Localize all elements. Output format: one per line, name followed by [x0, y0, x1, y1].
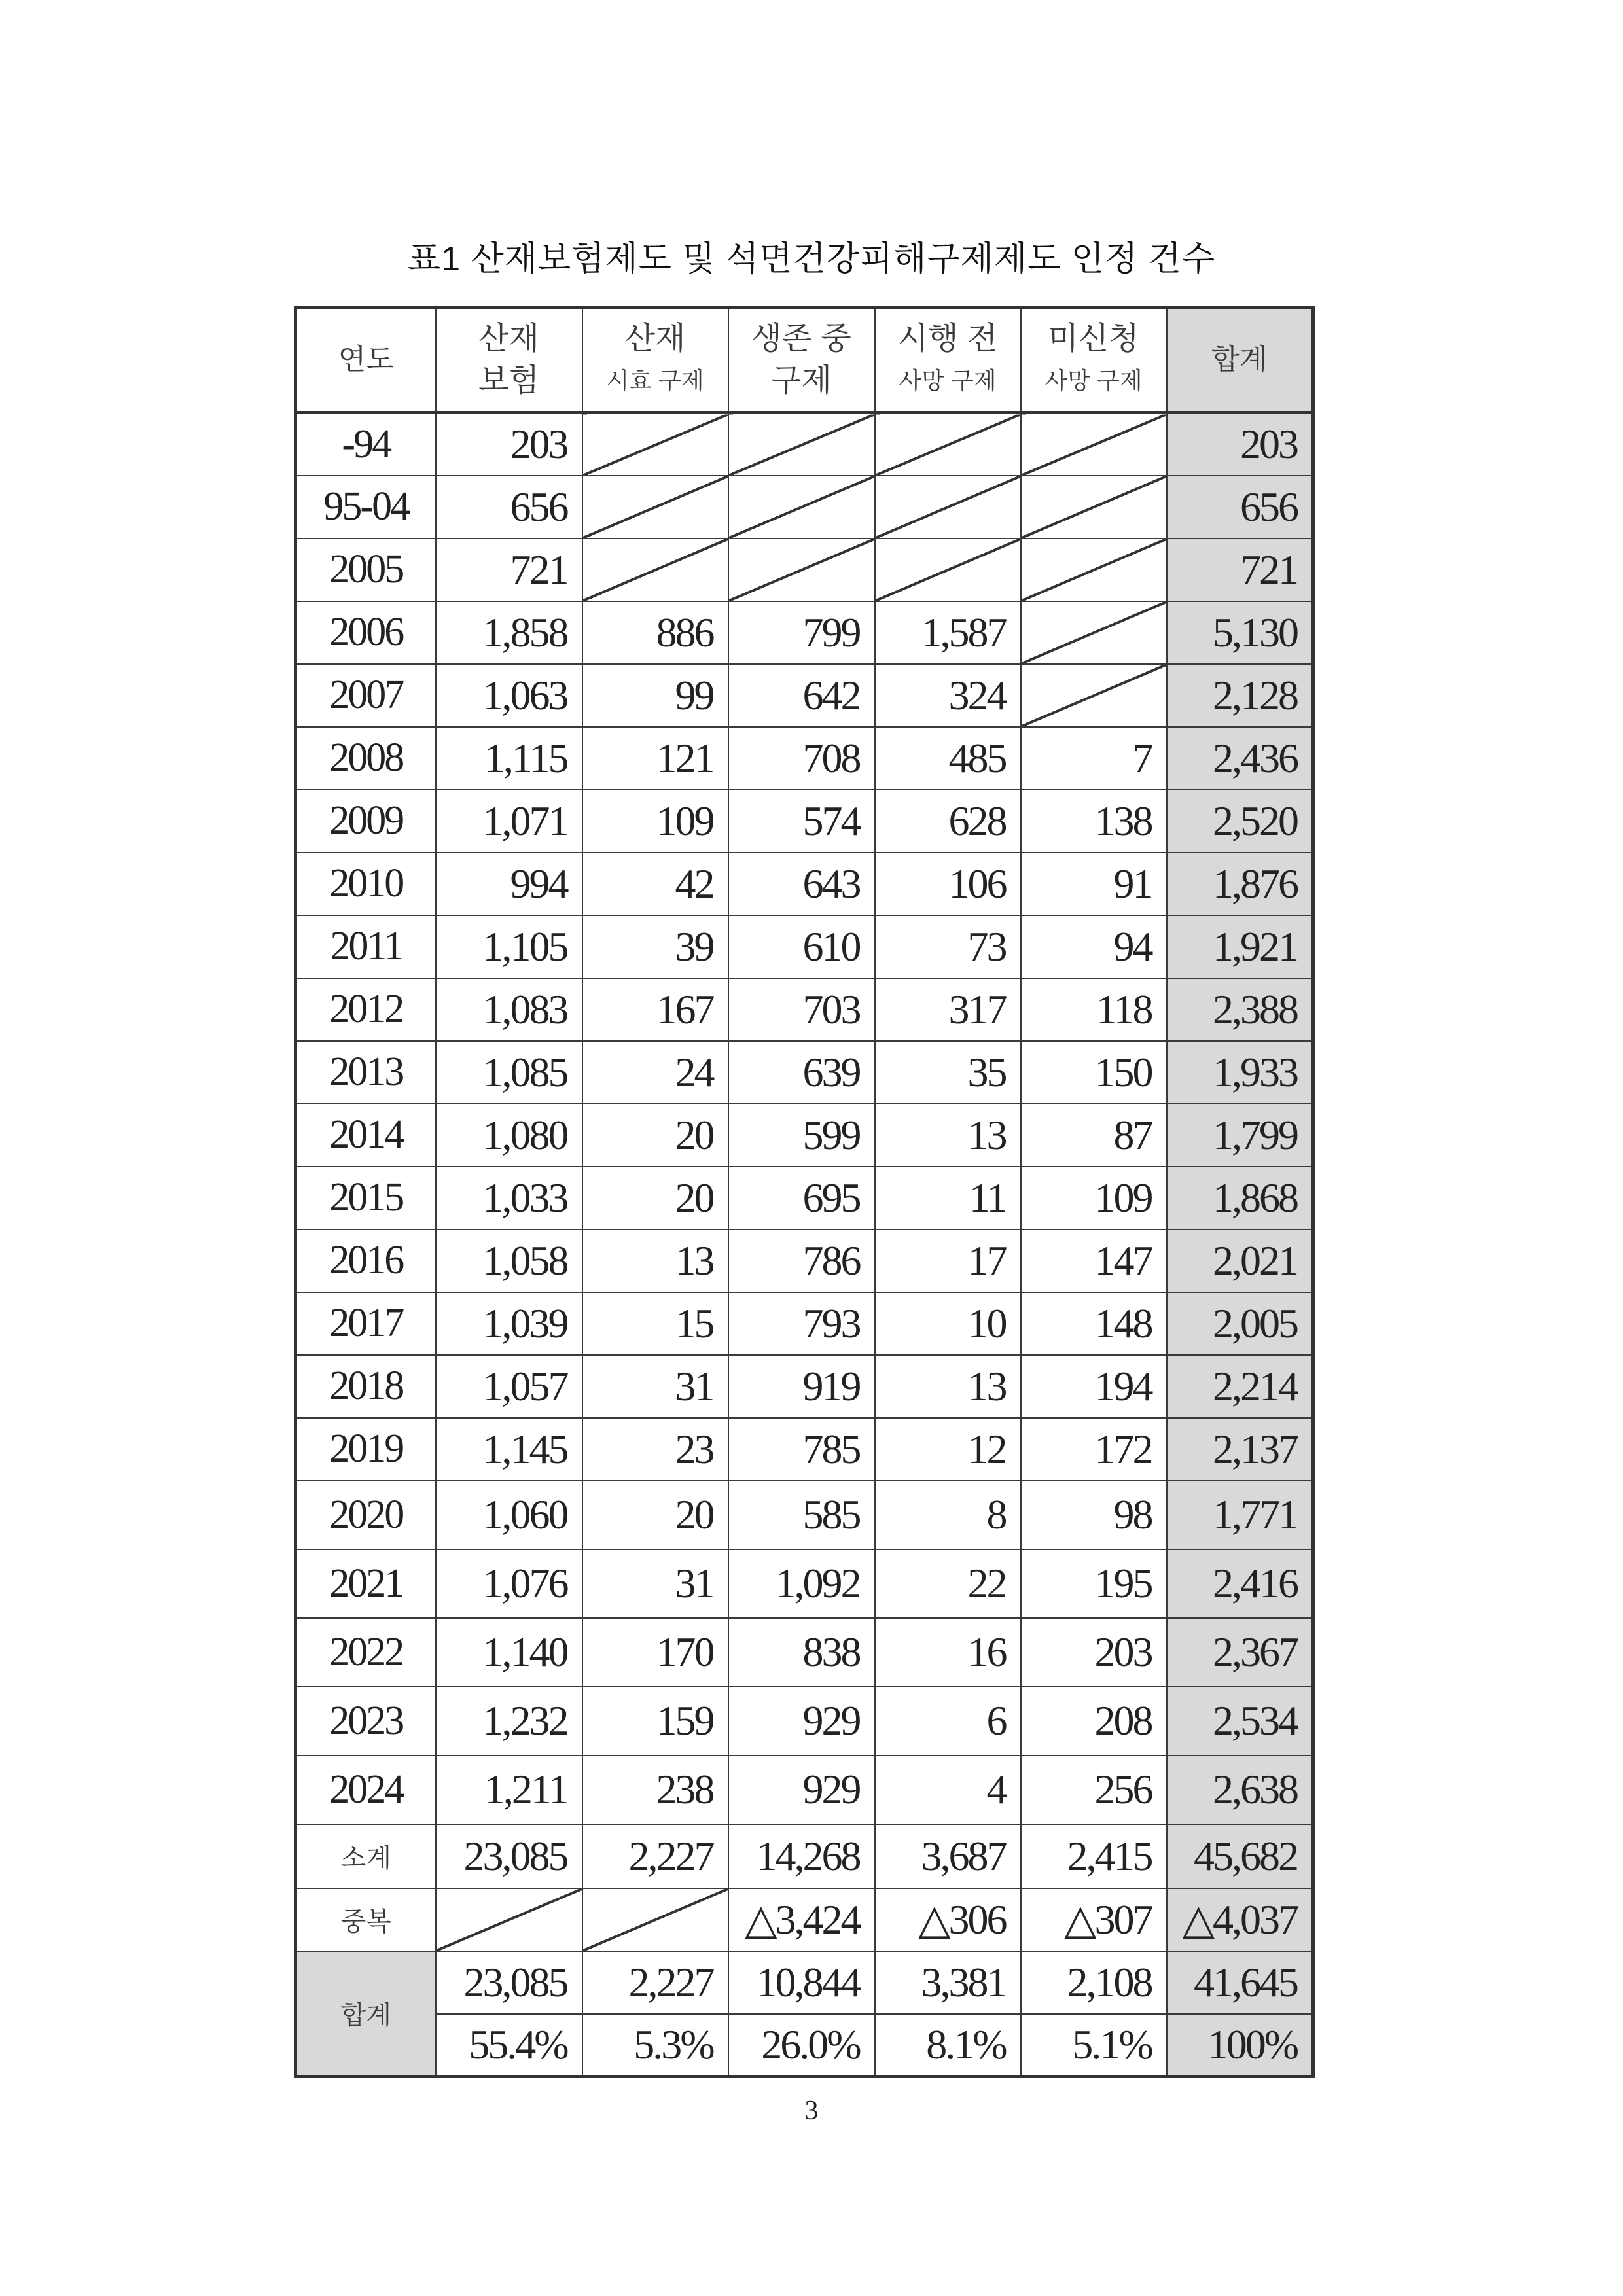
total-header-label: 합계	[1211, 344, 1268, 376]
table-row	[296, 1618, 1313, 1687]
statute-expired-relief-cell: 42	[582, 853, 728, 915]
year-cell: 2017	[296, 1292, 436, 1355]
living-relief-cell: 10,844	[728, 1951, 875, 2014]
year-header	[296, 308, 436, 413]
year-cell: 2012	[296, 978, 436, 1041]
total-cell: 45,682	[1167, 1824, 1313, 1888]
statute-expired-relief-cell: 23	[582, 1418, 728, 1481]
table-row	[296, 1549, 1313, 1618]
pre-enforcement-death-relief-header	[875, 308, 1021, 413]
table-row	[296, 664, 1313, 727]
industrial-insurance-cell: 1,232	[436, 1687, 582, 1756]
year-cell: -94	[296, 413, 436, 476]
unclaimed-death-relief-cell: 150	[1021, 1041, 1167, 1104]
header-row	[296, 308, 1313, 413]
header-line-2: 시효 구제	[606, 367, 704, 394]
table-row	[296, 1756, 1313, 1824]
living-relief-cell: 585	[728, 1481, 875, 1549]
unclaimed-death-relief-cell: 2,415	[1021, 1824, 1167, 1888]
not-applicable-cell	[728, 413, 875, 476]
industrial-insurance-share: 55.4%	[436, 2014, 582, 2077]
unclaimed-death-relief-cell: 87	[1021, 1104, 1167, 1167]
not-applicable-cell	[728, 539, 875, 601]
not-applicable-cell	[875, 413, 1021, 476]
total-cell: 1,921	[1167, 915, 1313, 978]
living-relief-cell: 14,268	[728, 1824, 875, 1888]
header-line-1: 미신청	[1048, 321, 1139, 356]
year-cell: 2021	[296, 1549, 436, 1618]
pre-enforcement-death-relief-cell: 6	[875, 1687, 1021, 1756]
unclaimed-death-relief-cell: 118	[1021, 978, 1167, 1041]
statute-expired-relief-cell: 20	[582, 1104, 728, 1167]
statute-expired-relief-cell: 24	[582, 1041, 728, 1104]
table-row	[296, 978, 1313, 1041]
total-cell: 2,005	[1167, 1292, 1313, 1355]
pre-enforcement-death-relief-cell: 12	[875, 1418, 1021, 1481]
living-relief-cell: △3,424	[728, 1888, 875, 1951]
not-applicable-cell	[1021, 664, 1167, 727]
industrial-insurance-cell: 23,085	[436, 1951, 582, 2014]
total-cell: 656	[1167, 476, 1313, 539]
table-title: 표1 산재보험제도 및 석면건강피해구제제도 인정 건수	[407, 240, 1216, 278]
industrial-insurance-header	[436, 308, 582, 413]
grand-total-percentage-row	[296, 2014, 1313, 2077]
statute-expired-relief-cell: 15	[582, 1292, 728, 1355]
industrial-insurance-cell: 1,033	[436, 1167, 582, 1229]
living-relief-cell: 703	[728, 978, 875, 1041]
industrial-insurance-cell: 1,858	[436, 601, 582, 664]
statute-expired-relief-share: 5.3%	[582, 2014, 728, 2077]
pre-enforcement-death-relief-cell: 3,381	[875, 1951, 1021, 2014]
pre-enforcement-death-relief-cell: 324	[875, 664, 1021, 727]
industrial-insurance-cell: 1,071	[436, 790, 582, 853]
total-cell: △4,037	[1167, 1888, 1313, 1951]
summary-rows	[296, 1824, 1313, 2077]
pre-enforcement-death-relief-cell: 11	[875, 1167, 1021, 1229]
unclaimed-death-relief-cell: 256	[1021, 1756, 1167, 1824]
total-cell: 1,799	[1167, 1104, 1313, 1167]
year-cell: 2020	[296, 1481, 436, 1549]
total-cell: 203	[1167, 413, 1313, 476]
industrial-insurance-cell: 1,058	[436, 1229, 582, 1292]
pre-enforcement-death-relief-cell: 22	[875, 1549, 1021, 1618]
table-row	[296, 1041, 1313, 1104]
header-line-1: 시행 전	[897, 321, 998, 356]
statute-expired-relief-cell: 20	[582, 1167, 728, 1229]
total-cell: 2,137	[1167, 1418, 1313, 1481]
industrial-insurance-cell: 1,105	[436, 915, 582, 978]
statute-expired-relief-cell: 121	[582, 727, 728, 790]
industrial-insurance-cell: 1,145	[436, 1418, 582, 1481]
pre-enforcement-death-relief-cell: 1,587	[875, 601, 1021, 664]
living-relief-cell: 642	[728, 664, 875, 727]
unclaimed-death-relief-cell: 195	[1021, 1549, 1167, 1618]
living-relief-cell: 786	[728, 1229, 875, 1292]
living-relief-cell: 708	[728, 727, 875, 790]
year-cell: 2006	[296, 601, 436, 664]
industrial-insurance-cell: 1,039	[436, 1292, 582, 1355]
not-applicable-cell	[875, 539, 1021, 601]
industrial-insurance-cell: 1,080	[436, 1104, 582, 1167]
table-row	[296, 1687, 1313, 1756]
unclaimed-death-relief-cell: 147	[1021, 1229, 1167, 1292]
living-relief-cell: 574	[728, 790, 875, 853]
living-relief-cell: 1,092	[728, 1549, 875, 1618]
not-applicable-cell	[582, 476, 728, 539]
industrial-insurance-cell: 1,063	[436, 664, 582, 727]
pre-enforcement-death-relief-cell: 13	[875, 1355, 1021, 1418]
recognition-count-table	[294, 306, 1315, 2078]
living-relief-cell: 793	[728, 1292, 875, 1355]
industrial-insurance-cell: 1,057	[436, 1355, 582, 1418]
unclaimed-death-relief-cell: 138	[1021, 790, 1167, 853]
year-cell: 2010	[296, 853, 436, 915]
living-relief-cell: 599	[728, 1104, 875, 1167]
year-cell: 2008	[296, 727, 436, 790]
total-cell: 1,933	[1167, 1041, 1313, 1104]
industrial-insurance-cell: 1,076	[436, 1549, 582, 1618]
industrial-insurance-cell: 721	[436, 539, 582, 601]
not-applicable-cell	[1021, 413, 1167, 476]
living-relief-cell: 695	[728, 1167, 875, 1229]
living-relief-cell: 643	[728, 853, 875, 915]
pre-enforcement-death-relief-cell: 73	[875, 915, 1021, 978]
not-applicable-cell	[1021, 476, 1167, 539]
industrial-insurance-cell: 994	[436, 853, 582, 915]
duplicate-label: 중복	[296, 1888, 436, 1951]
living-relief-cell: 838	[728, 1618, 875, 1687]
unclaimed-death-relief-cell: 203	[1021, 1618, 1167, 1687]
living-relief-cell: 799	[728, 601, 875, 664]
pre-enforcement-death-relief-cell: 317	[875, 978, 1021, 1041]
year-header-label: 연도	[338, 344, 394, 376]
year-cell: 2018	[296, 1355, 436, 1418]
year-cell: 2005	[296, 539, 436, 601]
table-row	[296, 1229, 1313, 1292]
total-cell: 2,388	[1167, 978, 1313, 1041]
total-cell: 2,021	[1167, 1229, 1313, 1292]
table-row	[296, 1104, 1313, 1167]
statute-expired-relief-header	[582, 308, 728, 413]
statute-expired-relief-cell: 31	[582, 1355, 728, 1418]
statute-expired-relief-cell: 159	[582, 1687, 728, 1756]
header-line-1: 생존 중	[751, 321, 851, 356]
pre-enforcement-death-relief-share: 8.1%	[875, 2014, 1021, 2077]
pre-enforcement-death-relief-cell: 628	[875, 790, 1021, 853]
pre-enforcement-death-relief-cell: 35	[875, 1041, 1021, 1104]
not-applicable-cell	[582, 539, 728, 601]
industrial-insurance-cell: 203	[436, 413, 582, 476]
year-cell: 2009	[296, 790, 436, 853]
unclaimed-death-relief-cell: 94	[1021, 915, 1167, 978]
total-cell: 2,436	[1167, 727, 1313, 790]
living-relief-cell: 785	[728, 1418, 875, 1481]
industrial-insurance-cell: 1,140	[436, 1618, 582, 1687]
year-cell: 2013	[296, 1041, 436, 1104]
living-relief-cell: 929	[728, 1756, 875, 1824]
table-row	[296, 413, 1313, 476]
total-cell: 2,520	[1167, 790, 1313, 853]
not-applicable-cell	[728, 476, 875, 539]
pre-enforcement-death-relief-cell: 4	[875, 1756, 1021, 1824]
not-applicable-cell	[1021, 601, 1167, 664]
total-cell: 2,416	[1167, 1549, 1313, 1618]
year-cell: 2023	[296, 1687, 436, 1756]
total-cell: 1,771	[1167, 1481, 1313, 1549]
subtotal-row	[296, 1824, 1313, 1888]
total-cell: 2,128	[1167, 664, 1313, 727]
total-share: 100%	[1167, 2014, 1313, 2077]
unclaimed-death-relief-cell: 7	[1021, 727, 1167, 790]
table-row	[296, 1355, 1313, 1418]
table-row	[296, 790, 1313, 853]
table-row	[296, 1418, 1313, 1481]
pre-enforcement-death-relief-cell: 10	[875, 1292, 1021, 1355]
industrial-insurance-cell: 1,211	[436, 1756, 582, 1824]
subtotal-label: 소계	[296, 1824, 436, 1888]
header-line-2: 보험	[478, 363, 539, 398]
total-cell: 1,876	[1167, 853, 1313, 915]
pre-enforcement-death-relief-cell: 16	[875, 1618, 1021, 1687]
statute-expired-relief-cell: 13	[582, 1229, 728, 1292]
year-cell: 2022	[296, 1618, 436, 1687]
unclaimed-death-relief-cell: 109	[1021, 1167, 1167, 1229]
unclaimed-death-relief-cell: 172	[1021, 1418, 1167, 1481]
table-row	[296, 1481, 1313, 1549]
header-line-2: 사망 구제	[1044, 367, 1143, 394]
statute-expired-relief-cell: 20	[582, 1481, 728, 1549]
industrial-insurance-cell: 656	[436, 476, 582, 539]
header-line-2: 구제	[771, 363, 832, 398]
unclaimed-death-relief-cell: 194	[1021, 1355, 1167, 1418]
living-relief-cell: 610	[728, 915, 875, 978]
year-cell: 2014	[296, 1104, 436, 1167]
total-cell: 2,367	[1167, 1618, 1313, 1687]
pre-enforcement-death-relief-cell: 485	[875, 727, 1021, 790]
total-cell: 1,868	[1167, 1167, 1313, 1229]
living-relief-header	[728, 308, 875, 413]
statute-expired-relief-cell: 31	[582, 1549, 728, 1618]
header-line-2: 사망 구제	[899, 367, 997, 394]
industrial-insurance-cell: 1,083	[436, 978, 582, 1041]
year-cell: 2015	[296, 1167, 436, 1229]
statute-expired-relief-cell: 2,227	[582, 1951, 728, 2014]
pre-enforcement-death-relief-cell: △306	[875, 1888, 1021, 1951]
unclaimed-death-relief-cell: 98	[1021, 1481, 1167, 1549]
unclaimed-death-relief-cell: 91	[1021, 853, 1167, 915]
header-line-1: 산재	[478, 321, 539, 356]
year-cell: 95-04	[296, 476, 436, 539]
grand-total-row	[296, 1951, 1313, 2014]
year-cell: 2011	[296, 915, 436, 978]
industrial-insurance-cell: 23,085	[436, 1824, 582, 1888]
pre-enforcement-death-relief-cell: 8	[875, 1481, 1021, 1549]
pre-enforcement-death-relief-cell: 17	[875, 1229, 1021, 1292]
table-row	[296, 915, 1313, 978]
living-relief-share: 26.0%	[728, 2014, 875, 2077]
statute-expired-relief-cell: 39	[582, 915, 728, 978]
not-applicable-cell	[582, 413, 728, 476]
statute-expired-relief-cell: 886	[582, 601, 728, 664]
unclaimed-death-relief-cell: 2,108	[1021, 1951, 1167, 2014]
table-row	[296, 853, 1313, 915]
header-line-1: 산재	[624, 321, 686, 356]
not-applicable-cell	[436, 1888, 582, 1951]
yearly-rows	[296, 413, 1313, 1824]
pre-enforcement-death-relief-cell: 3,687	[875, 1824, 1021, 1888]
unclaimed-death-relief-header	[1021, 308, 1167, 413]
year-cell: 2019	[296, 1418, 436, 1481]
not-applicable-cell	[1021, 539, 1167, 601]
unclaimed-death-relief-cell: 208	[1021, 1687, 1167, 1756]
table-row	[296, 1292, 1313, 1355]
year-cell: 2016	[296, 1229, 436, 1292]
statute-expired-relief-cell: 2,227	[582, 1824, 728, 1888]
industrial-insurance-cell: 1,085	[436, 1041, 582, 1104]
statute-expired-relief-cell: 99	[582, 664, 728, 727]
grand-total-label: 합계	[296, 1951, 436, 2077]
total-cell: 41,645	[1167, 1951, 1313, 2014]
living-relief-cell: 929	[728, 1687, 875, 1756]
unclaimed-death-relief-cell: 148	[1021, 1292, 1167, 1355]
table-row	[296, 539, 1313, 601]
total-cell: 2,534	[1167, 1687, 1313, 1756]
table-row	[296, 601, 1313, 664]
total-cell: 721	[1167, 539, 1313, 601]
total-cell: 2,638	[1167, 1756, 1313, 1824]
statute-expired-relief-cell: 238	[582, 1756, 728, 1824]
total-cell: 2,214	[1167, 1355, 1313, 1418]
industrial-insurance-cell: 1,115	[436, 727, 582, 790]
pre-enforcement-death-relief-cell: 13	[875, 1104, 1021, 1167]
total-header	[1167, 308, 1313, 413]
living-relief-cell: 639	[728, 1041, 875, 1104]
total-cell: 5,130	[1167, 601, 1313, 664]
not-applicable-cell	[875, 476, 1021, 539]
duplicate-row	[296, 1888, 1313, 1951]
statute-expired-relief-cell: 109	[582, 790, 728, 853]
year-cell: 2007	[296, 664, 436, 727]
page-number: 3	[804, 2096, 819, 2126]
unclaimed-death-relief-cell: △307	[1021, 1888, 1167, 1951]
industrial-insurance-cell: 1,060	[436, 1481, 582, 1549]
statute-expired-relief-cell: 170	[582, 1618, 728, 1687]
pre-enforcement-death-relief-cell: 106	[875, 853, 1021, 915]
table-row	[296, 476, 1313, 539]
living-relief-cell: 919	[728, 1355, 875, 1418]
statute-expired-relief-cell: 167	[582, 978, 728, 1041]
year-cell: 2024	[296, 1756, 436, 1824]
table-row	[296, 727, 1313, 790]
unclaimed-death-relief-share: 5.1%	[1021, 2014, 1167, 2077]
not-applicable-cell	[582, 1888, 728, 1951]
table-row	[296, 1167, 1313, 1229]
